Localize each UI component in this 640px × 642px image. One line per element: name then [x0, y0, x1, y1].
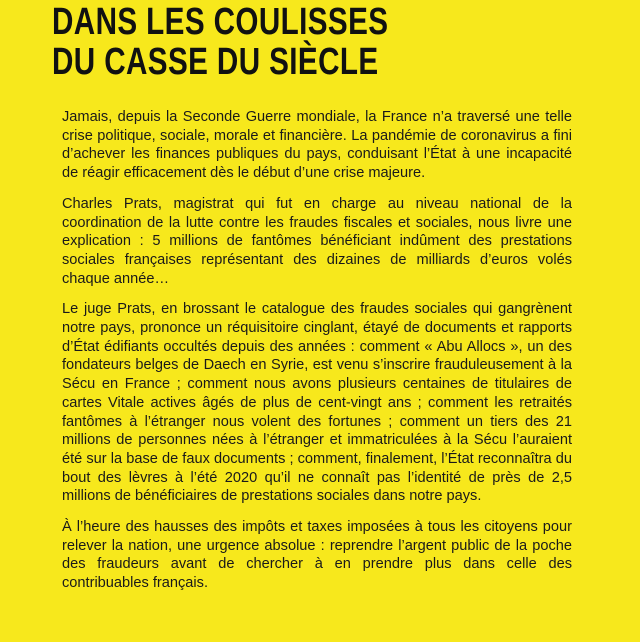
cover-title: [52, 2, 388, 82]
blurb-paragraph-2: Charles Prats, magistrat qui fut en charge au niveau national de la coordination de la lutte contre les fraudes fiscales et sociales, nous livre une explication : 5 millions de fantômes bénéficiant indûment des prestations sociales françaises représentant des dizaines de milliards d’euros volés chaque année…: [62, 195, 572, 287]
blurb-text: [62, 108, 572, 605]
blurb-paragraph-4: À l’heure des hausses des impôts et taxes imposées à tous les citoyens pour relever la nation, une urgence absolue : reprendre l’argent public de la poche des fraudeurs avant de chercher à en prendre plus dans celle des contribuables français.: [62, 519, 572, 592]
cover-title-line-2: DU CASSE DU SIÈCLE: [52, 41, 379, 83]
blurb-paragraph-1: Jamais, depuis la Seconde Guerre mondiale, la France n’a traversé une telle crise politique, sociale, morale et financière. La pandémie de coronavirus a fini d’achever les finances publiques du pays, conduisant l’État à une incapacité de réagir efficacement dès le début d’une crise majeure.: [62, 109, 572, 182]
cover-title-line-1: DANS LES COULISSES: [52, 1, 389, 43]
blurb-paragraph-3: Le juge Prats, en brossant le catalogue des fraudes sociales qui gangrènent notre pays, prononce un réquisitoire cinglant, étayé de documents et rapports d’État édifiants occultés depuis des années : comment « Abu Allocs », un des fondateurs belges de Daech en Syrie, est venu s’inscrire frauduleusement à la Sécu en France ; comment nous avons plusieurs centaines de titulaires de cartes Vitale actives âgés de plus de cent-vingt ans ; comment les retraités fantômes à l’étranger nous volent des fortunes ; comment un tiers des 21 millions de personnes nées à l’étranger et immatriculées à la Sécu l’auraient été sur la base de faux documents ; comment, finalement, l’État reconnaîtra du bout des lèvres à l’été 2020 qu’il ne connaît pas l’identité de près de 2,5 millions de bénéficiaires de prestations sociales dans notre pays.: [62, 301, 572, 505]
